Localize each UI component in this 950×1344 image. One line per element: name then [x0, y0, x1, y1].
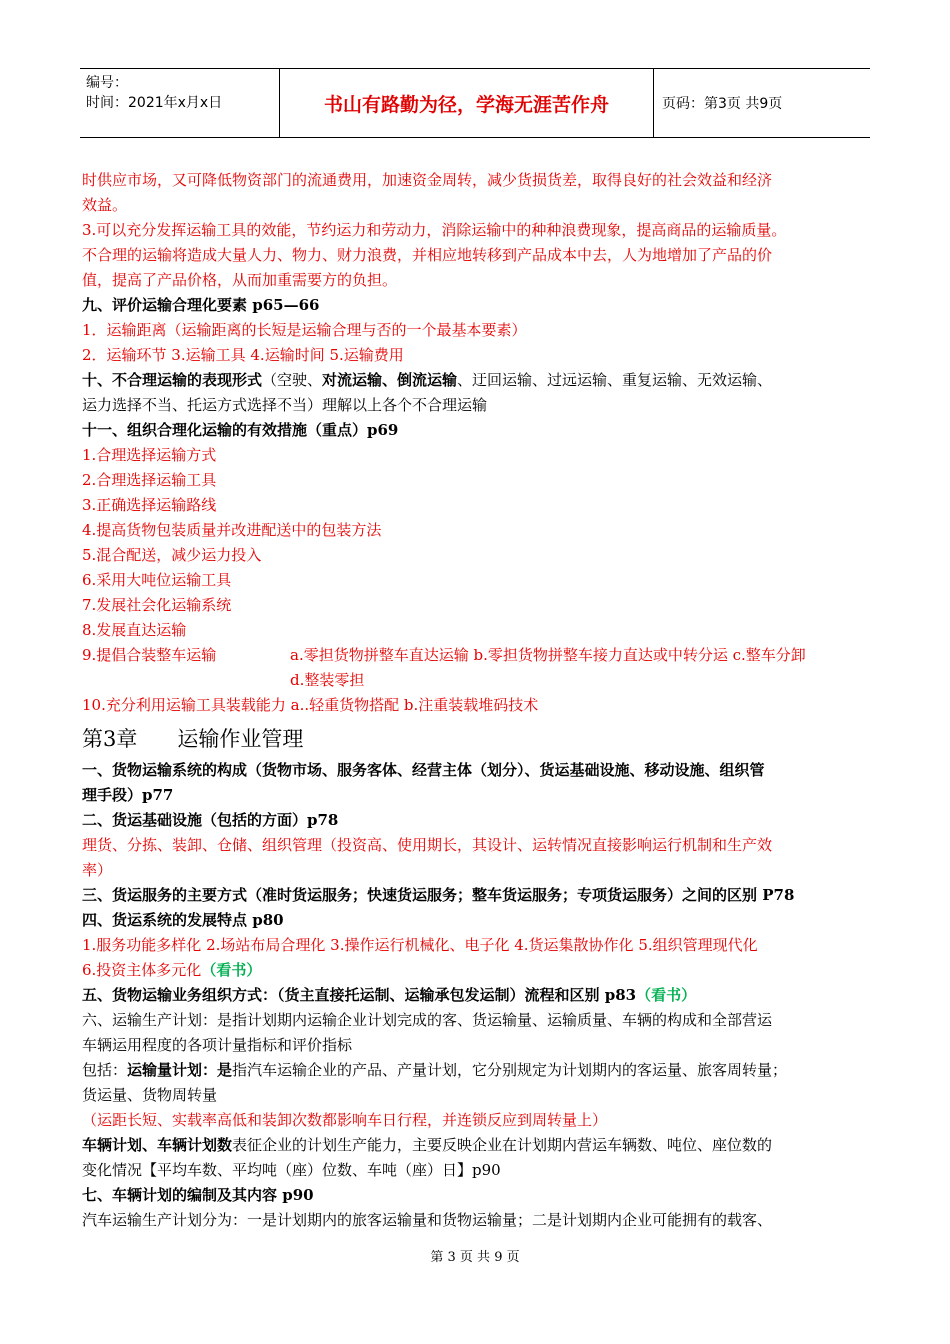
list-item: 4.提高货物包装质量并改进配送中的包装方法 — [82, 521, 382, 539]
header-page-label: 页码：第3页 共9页 — [662, 96, 783, 112]
see-book-note: （看书） — [636, 986, 697, 1004]
section-heading-10 — [82, 368, 872, 393]
list-item: 5.混合配送，减少运力投入 — [82, 546, 262, 564]
list-item: 2.合理选择运输工具 — [82, 471, 217, 489]
paragraph-line: 效益。 — [82, 196, 128, 214]
heading-text: 十、不合理运输的表现形式 — [82, 371, 263, 389]
list-item: 1.服务功能多样化 2.场站布局合理化 3.操作运行机械化、电子化 4.货运集散协作化 5.组织管理现代化 — [82, 936, 758, 954]
heading-text: 五、货物运输业务组织方式：（货主直接托运制、运输承包发运制）流程和区别 p83 — [82, 986, 637, 1004]
section-heading-11: 十一、组织合理化运输的有效措施（重点）p69 — [82, 421, 399, 439]
list-item-label: 9.提倡合装整车运输 — [82, 646, 217, 664]
list-item-text: 6.投资主体多元化 — [82, 961, 202, 979]
heading-text: （空驶、 — [262, 371, 323, 389]
paragraph-line: 3.可以充分发挥运输工具的效能，节约运力和劳动力，消除运输中的种种浪费现象，提高商品的运输质量。 — [82, 221, 787, 239]
section-heading — [82, 983, 872, 1008]
paragraph-line: 时供应市场，又可降低物资部门的流通费用，加速资金周转，减少货损货差，取得良好的社会效益和经济 — [82, 171, 773, 189]
list-item: 3.正确选择运输路线 — [82, 496, 217, 514]
chapter-title — [82, 724, 872, 754]
list-item: 7.发展社会化运输系统 — [82, 596, 232, 614]
section-heading: 三、货运服务的主要方式（准时货运服务；快速货运服务；整车货运服务；专项货运服务）之间的区别 P78 — [82, 886, 795, 904]
paragraph-line: 汽车运输生产计划分为：一是计划期内的旅客运输量和货物运输量；二是计划期内企业可能拥有的载客、 — [82, 1211, 773, 1229]
section-heading: 七、车辆计划的编制及其内容 p90 — [82, 1186, 314, 1204]
paragraph-line: 值，提高了产品价格，从而加重需要方的负担。 — [82, 271, 398, 289]
text-span: 包括： — [82, 1061, 128, 1079]
list-item: 8.发展直达运输 — [82, 621, 187, 639]
paragraph-line: 货运量、货物周转量 — [82, 1086, 218, 1104]
section-heading: 四、货运系统的发展特点 p80 — [82, 911, 284, 929]
text-span: 车辆计划、车辆计划数 — [82, 1136, 233, 1154]
paragraph-line: 运力选择不当、托运方式选择不当）理解以上各个不合理运输 — [82, 396, 488, 414]
section-heading: 二、货运基础设施（包括的方面）p78 — [82, 811, 339, 829]
header-motto: 书山有路勤为径，学海无涯苦作舟 — [280, 69, 654, 137]
paragraph-line: 六、运输生产计划：是指计划期内运输企业计划完成的客、货运输量、运输质量、车辆的构成和全部营运 — [82, 1011, 773, 1029]
paragraph-line: 理货、分拣、装卸、仓储、组织管理（投资高、使用期长，其设计、运转情况直接影响运行机制和生产效 — [82, 836, 773, 854]
paragraph-line: 变化情况【平均车数、平均吨（座）位数、车吨（座）日】p90 — [82, 1161, 501, 1179]
paragraph-line: （运距长短、实载率高低和装卸次数都影响车日行程，并连锁反应到周转量上） — [82, 1111, 608, 1129]
section-heading: 理手段）p77 — [82, 786, 174, 804]
list-item — [82, 643, 872, 668]
heading-text: 对流运输、倒流运输 — [322, 371, 458, 389]
page-header — [80, 68, 870, 138]
text-span: 指汽车运输企业的产品、产量计划，它分别规定为计划期内的客运量、旅客周转量； — [232, 1061, 788, 1079]
page-footer: 第 3 页 共 9 页 — [430, 1250, 520, 1265]
text-span: 运输量计划：是 — [127, 1061, 233, 1079]
paragraph-line: 率） — [82, 861, 113, 879]
list-item — [82, 958, 872, 983]
see-book-note: （看书） — [201, 961, 262, 979]
list-item-detail: d.整装零担 — [290, 671, 365, 689]
time-label: 时间：2021年x月x日 — [86, 95, 223, 111]
paragraph-line — [82, 1058, 872, 1083]
document-body — [82, 168, 872, 1233]
list-item: 1.合理选择运输方式 — [82, 446, 217, 464]
list-item-detail: a.零担货物拼整车直达运输 b.零担货物拼整车接力直达或中转分运 c.整车分卸 — [290, 646, 806, 664]
paragraph-line — [82, 1133, 872, 1158]
header-left-cell — [80, 69, 280, 137]
list-item: 6.采用大吨位运输工具 — [82, 571, 232, 589]
number-label: 编号： — [86, 75, 128, 91]
chapter-name: 运输作业管理 — [177, 727, 304, 751]
list-item: 1．运输距离（运输距离的长短是运输合理与否的一个最基本要素） — [82, 321, 527, 339]
list-item: 10.充分利用运输工具装载能力 a..轻重货物搭配 b.注重装载堆码技术 — [82, 696, 539, 714]
heading-text: 、迂回运输、过远运输、重复运输、无效运输、 — [457, 371, 773, 389]
section-heading: 一、货物运输系统的构成（货物市场、服务客体、经营主体（划分）、货运基础设施、移动设施、组织管 — [82, 761, 765, 779]
chapter-number: 第3章 — [82, 727, 138, 751]
paragraph-line: 不合理的运输将造成大量人力、物力、财力浪费，并相应地转移到产品成本中去，人为地增加了产品的价 — [82, 246, 773, 264]
text-span: 表征企业的计划生产能力，主要反映企业在计划期内营运车辆数、吨位、座位数的 — [232, 1136, 773, 1154]
section-heading-9: 九、评价运输合理化要素 p65—66 — [82, 296, 320, 314]
list-item: 2．运输环节 3.运输工具 4.运输时间 5.运输费用 — [82, 346, 404, 364]
paragraph-line: 车辆运用程度的各项计量指标和评价指标 — [82, 1036, 353, 1054]
